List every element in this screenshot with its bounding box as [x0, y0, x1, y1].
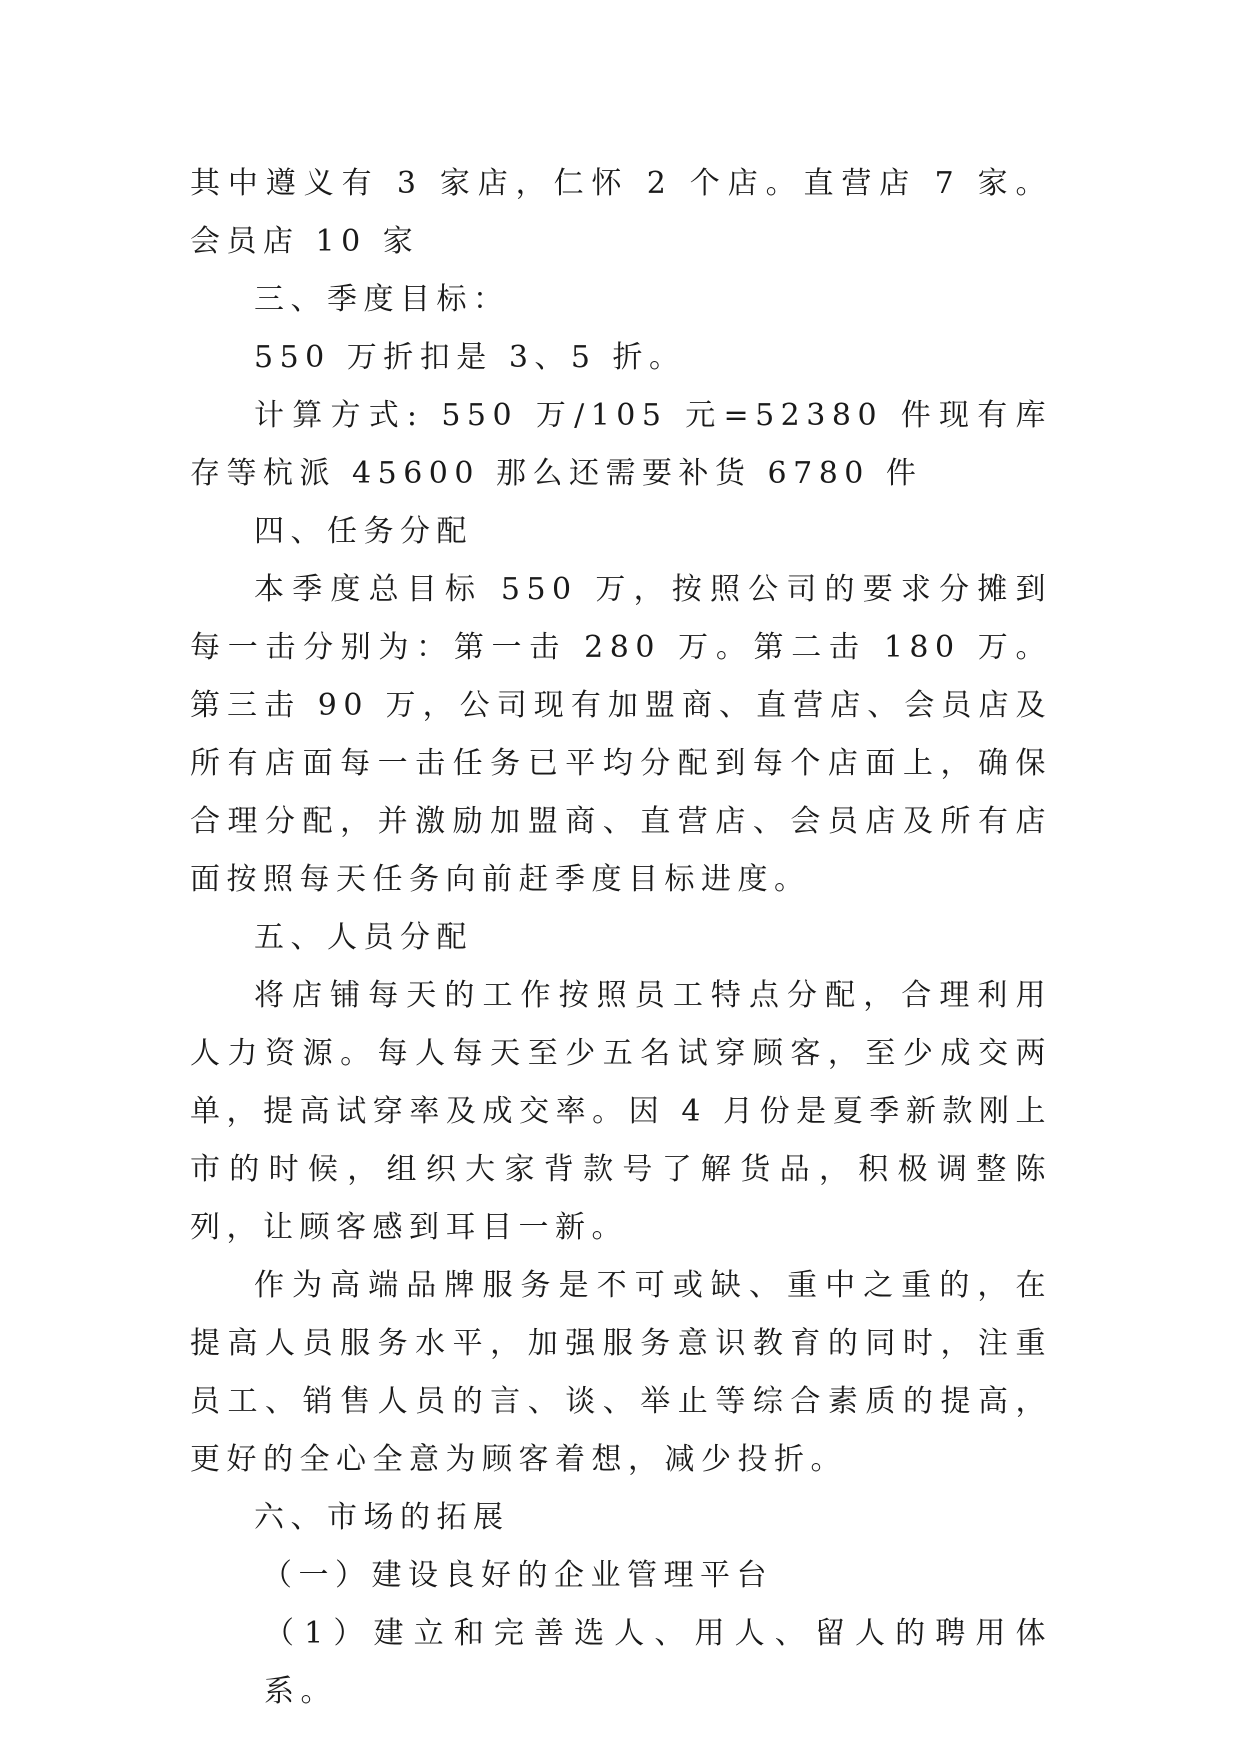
subheading-management-platform: （一）建设良好的企业管理平台 [262, 1558, 773, 1593]
heading-market-expansion: 六、市场的拓展 [254, 1500, 510, 1535]
paragraph-calculation: 计算方式: 550 万/105 元=52380 件现有库存等杭派 45600 那么还需要补货 6780 件 [190, 398, 1052, 491]
heading-quarter-target: 三、季度目标： [254, 282, 510, 317]
paragraph-store-count: 其中遵义有 3 家店，仁怀 2 个店。直营店 7 家。会员店 10 家 [190, 166, 1052, 259]
document-page [190, 155, 1052, 1721]
list-item-hiring-system: （1）建立和完善选人、用人、留人的聘用体系。 [264, 1616, 1052, 1709]
paragraph-task-allocation: 本季度总目标 550 万，按照公司的要求分摊到每一击分别为：第一击 280 万。第二击 180 万。第三击 90 万，公司现有加盟商、直营店、会员店及所有店面每一击任务已平均分配到每个店面上，确保合理分配，并激励加盟商、直营店、会员店及所有店面按照每天任务向前赶季度目标进度。 [190, 572, 1052, 897]
paragraph-service-quality: 作为高端品牌服务是不可或缺、重中之重的，在提高人员服务水平，加强服务意识教育的同时，注重员工、销售人员的言、谈、举止等综合素质的提高，更好的全心全意为顾客着想，减少投折。 [190, 1268, 1052, 1477]
heading-staff-allocation: 五、人员分配 [254, 920, 473, 955]
heading-task-allocation: 四、任务分配 [254, 514, 473, 549]
paragraph-staff-allocation: 将店铺每天的工作按照员工特点分配，合理利用人力资源。每人每天至少五名试穿顾客，至少成交两单，提高试穿率及成交率。因 4 月份是夏季新款刚上市的时候，组织大家背款号了解货品，积极调整陈列，让顾客感到耳目一新。 [190, 978, 1052, 1245]
paragraph-target-discount: 550 万折扣是 3、5 折。 [254, 340, 686, 375]
